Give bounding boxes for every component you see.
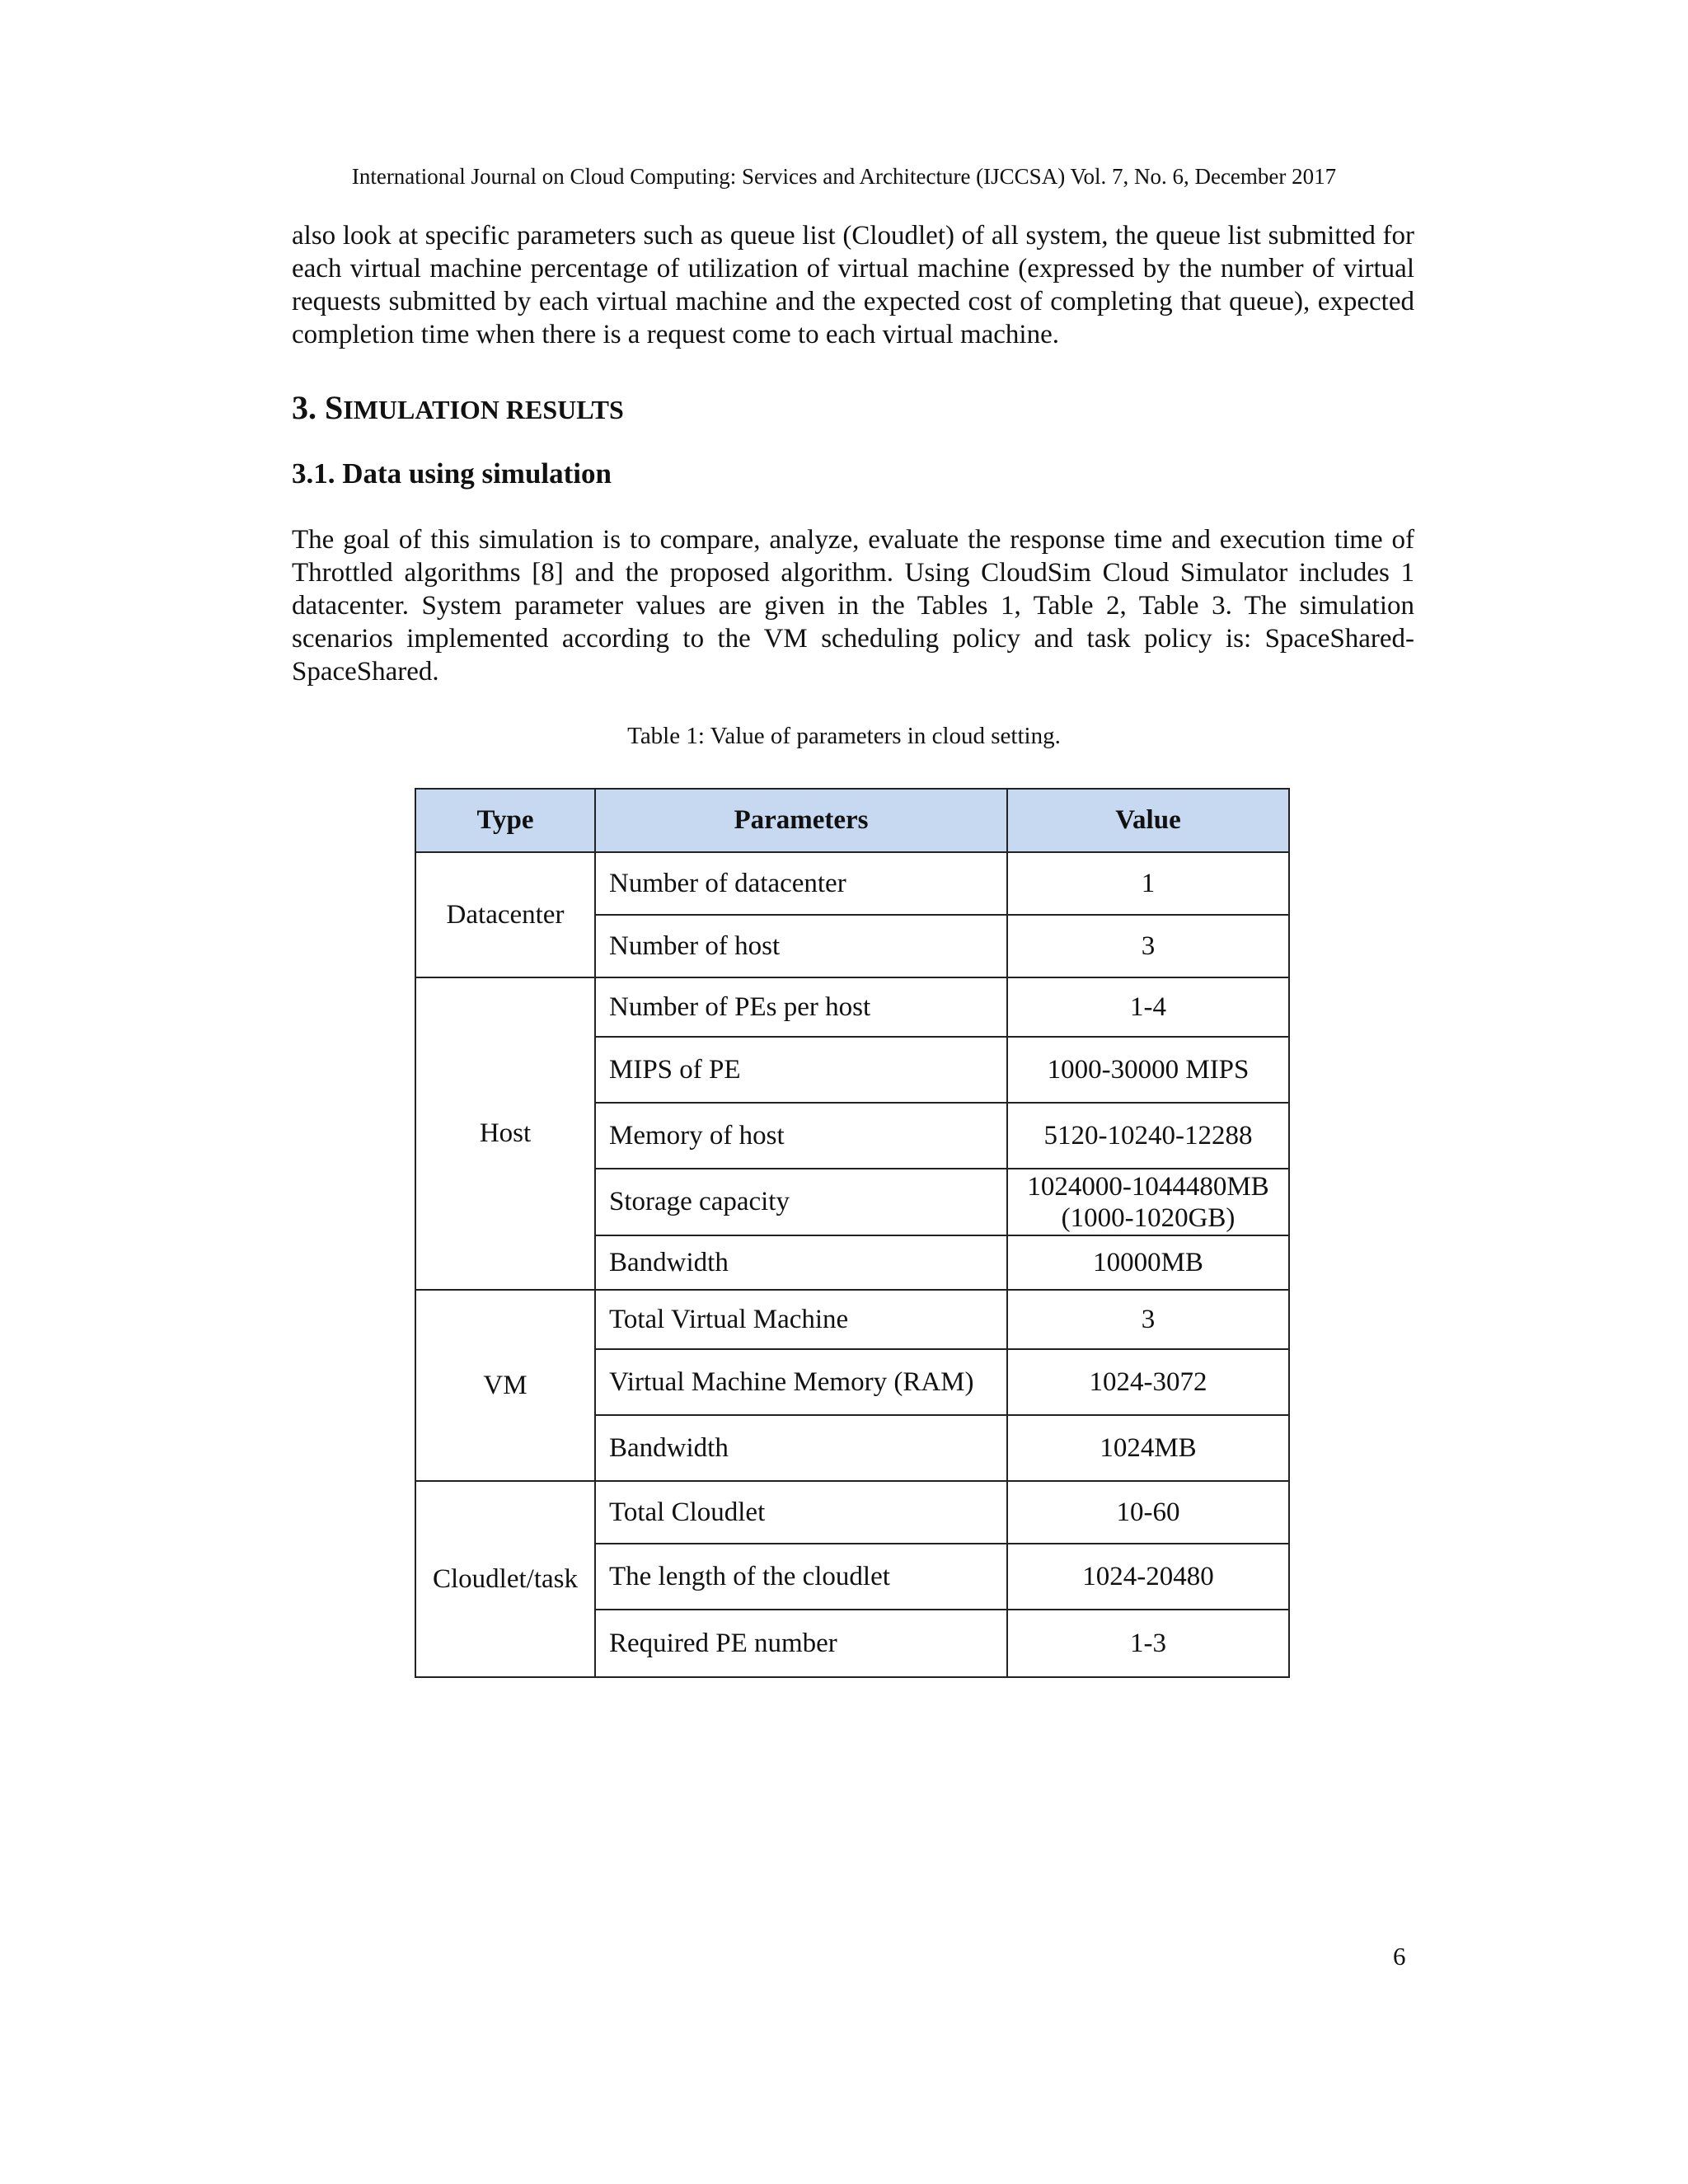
value-cell: 1024-3072: [1007, 1349, 1289, 1415]
value-cell: 1000-30000 MIPS: [1007, 1037, 1289, 1103]
type-cell: Datacenter: [415, 852, 595, 977]
parameter-cell: The length of the cloudlet: [595, 1544, 1007, 1610]
value-cell: 1024MB: [1007, 1415, 1289, 1481]
section-heading: [292, 387, 624, 430]
table-header-row: [415, 789, 1289, 852]
table-caption: Table 1: Value of parameters in cloud setting.: [627, 723, 1061, 749]
section-title-rest: IMULATION RESULTS: [343, 395, 624, 424]
header-type: Type: [415, 789, 595, 852]
parameter-cell: Storage capacity: [595, 1169, 1007, 1235]
type-cell: Cloudlet/task: [415, 1481, 595, 1677]
value-line-1: 1024000-1044480MB: [1027, 1171, 1269, 1202]
parameter-cell: Bandwidth: [595, 1415, 1007, 1481]
value-cell: 1024-20480: [1007, 1544, 1289, 1610]
parameter-cell: Number of PEs per host: [595, 977, 1007, 1037]
header-parameters: Parameters: [595, 789, 1007, 852]
value-cell: 1: [1007, 852, 1289, 915]
section-number: 3.: [292, 389, 325, 426]
header-value: Value: [1007, 789, 1289, 852]
running-header: International Journal on Cloud Computing: Services and Architecture (IJCCSA) Vol. 7, No. 6, December 2017: [351, 164, 1337, 189]
parameter-cell: Total Cloudlet: [595, 1481, 1007, 1544]
value-cell: 3: [1007, 1290, 1289, 1349]
value-cell: 1-4: [1007, 977, 1289, 1037]
value-cell: 3: [1007, 915, 1289, 977]
value-cell: [1007, 1169, 1289, 1235]
parameter-cell: Memory of host: [595, 1103, 1007, 1169]
simulation-paragraph: The goal of this simulation is to compare, analyze, evaluate the response time and execution time of Throttled algorithms [8] and the proposed algorithm. Using CloudSim Cloud Simulator includes 1 datacenter. System parameter values are given in the Tables 1, Table 2, Table 3. The simulation scenarios implemented according to the VM scheduling policy and task policy is: SpaceShared-SpaceShared.: [292, 525, 1414, 687]
table-row: [415, 852, 1289, 915]
table-row: [415, 1290, 1289, 1349]
parameter-cell: Number of host: [595, 915, 1007, 977]
parameter-cell: MIPS of PE: [595, 1037, 1007, 1103]
type-cell: VM: [415, 1290, 595, 1481]
parameters-table: [415, 788, 1290, 1678]
value-cell: 10-60: [1007, 1481, 1289, 1544]
page-number: 6: [1393, 1942, 1406, 1971]
table-row: [415, 1481, 1289, 1544]
value-cell: 10000MB: [1007, 1235, 1289, 1290]
parameter-cell: Required PE number: [595, 1610, 1007, 1677]
subsection-heading: 3.1. Data using simulation: [292, 457, 612, 490]
parameter-cell: Bandwidth: [595, 1235, 1007, 1290]
value-cell: 1-3: [1007, 1610, 1289, 1677]
type-cell: Host: [415, 977, 595, 1290]
parameter-cell: Number of datacenter: [595, 852, 1007, 915]
table-row: [415, 977, 1289, 1037]
value-line-2: (1000-1020GB): [1061, 1202, 1236, 1233]
intro-paragraph: also look at specific parameters such as queue list (Cloudlet) of all system, the queue list submitted for each virtual machine percentage of utilization of virtual machine (expressed by the number of virtual requests submitted by each virtual machine and the expected cost of completing that queue), expected completion time when there is a request come to each virtual machine.: [292, 221, 1414, 349]
value-cell: 5120-10240-12288: [1007, 1103, 1289, 1169]
parameter-cell: Virtual Machine Memory (RAM): [595, 1349, 1007, 1415]
parameter-cell: Total Virtual Machine: [595, 1290, 1007, 1349]
section-title-initial: S: [325, 389, 344, 426]
